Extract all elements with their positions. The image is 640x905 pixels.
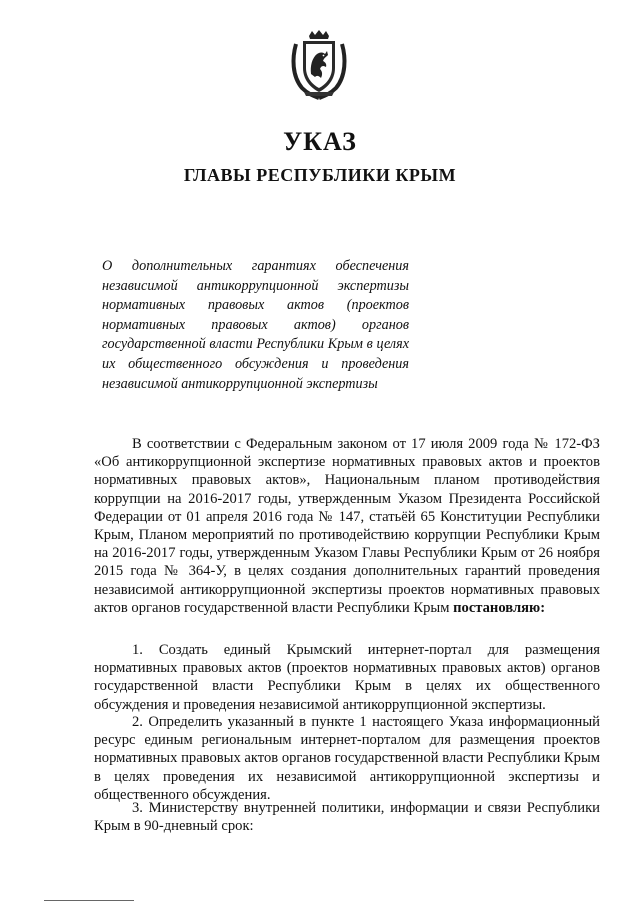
clause-2: 2. Определить указанный в пункте 1 настоящего Указа информационный ресурс единым региональным интернет-порталом для размещения проектов нормативных правовых актов органов государственной власти Республики Крым в целях проведения их независимой антикоррупционной экспертизы и общественного обсуждения. <box>94 714 600 803</box>
preamble-text: В соответствии с Федеральным законом от 17 июля 2009 года № 172-ФЗ «Об антикоррупционной экспертизе нормативных правовых актов и проектов нормативных правовых актов», Национальным планом противодействия коррупции на 2016-2017 годы, утвержденным Указом Президента Российской Федерации от 01 апреля 2016 года № 147, статьёй 65 Конституции Республики Крым, Планом мероприятий по противодействию коррупции Республики Крым на 2016-2017 годы, утвержденным Указом Главы Республики Крым от 26 ноября 2015 года № 364-У, в целях создания дополнительных гарантий проведения независимой антикоррупционной экспертизы проектов нормативных правовых актов органов государственной власти Республики Крым <box>94 436 600 616</box>
crimea-coat-of-arms-icon <box>290 30 348 100</box>
preamble-paragraph <box>94 435 600 617</box>
clause-1: 1. Создать единый Крымский интернет-портал для размещения нормативных правовых актов (проектов нормативных правовых актов) органов государственной власти Республики Крым в целях их общественного обсуждения и проведения независимой антикоррупционной экспертизы. <box>94 642 600 713</box>
decree-subject: О дополнительных гарантиях обеспечения независимой антикоррупционной экспертизы нормативных правовых актов (проектов нормативных правовых актов) органов государственной власти Республики Крым в целях их общественного обсуждения и проведения независимой антикоррупционной экспертизы <box>102 258 409 392</box>
footer-divider <box>44 900 134 901</box>
preamble-resolution: постановляю: <box>453 599 546 616</box>
document-title: УКАЗ <box>283 127 357 156</box>
document-issuer: ГЛАВЫ РЕСПУБЛИКИ КРЫМ <box>183 165 457 185</box>
clause-3: 3. Министерству внутренней политики, информации и связи Республики Крым в 90-дневный срок: <box>94 800 600 835</box>
